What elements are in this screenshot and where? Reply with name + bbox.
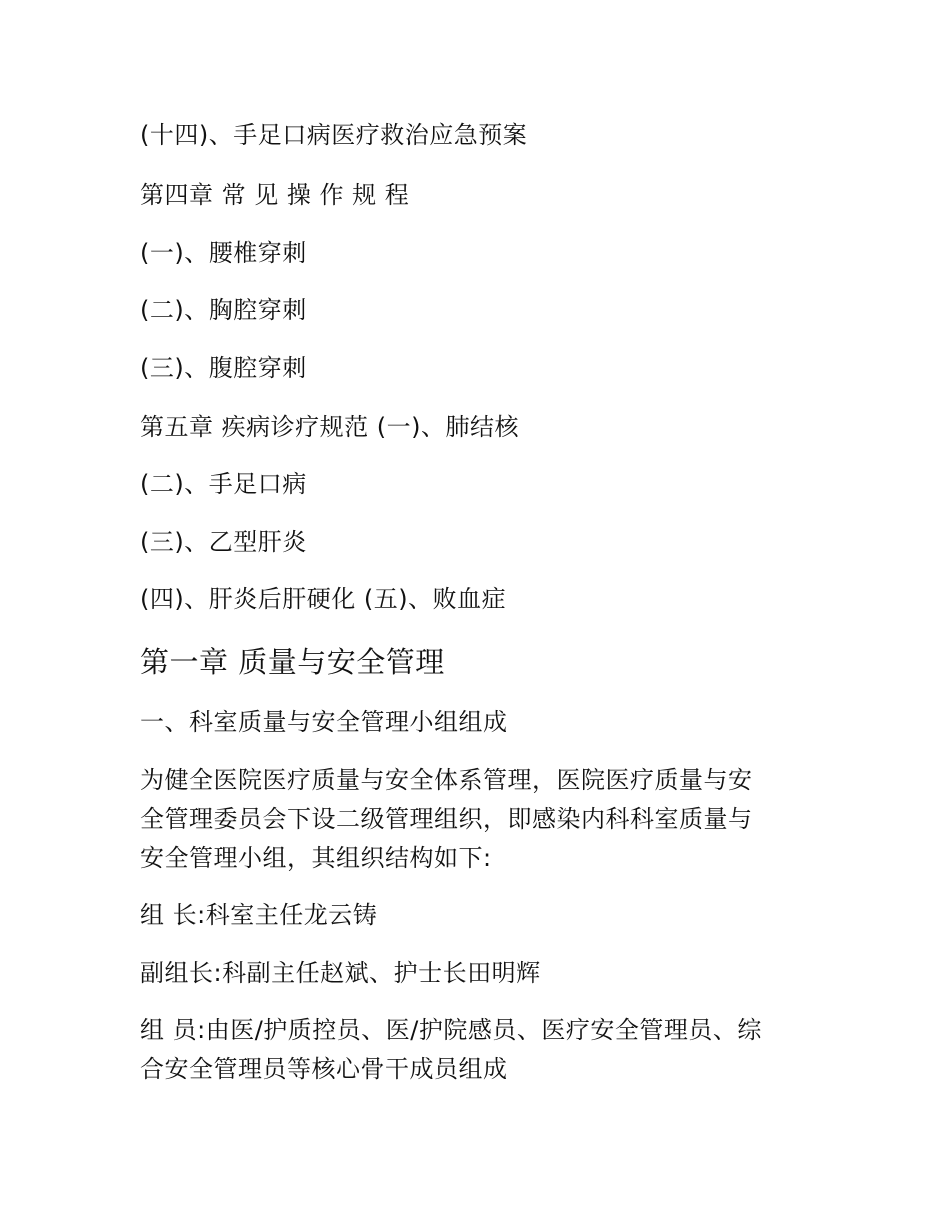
group-leader: 组 长:科室主任龙云铸 <box>140 901 378 929</box>
deputy-leader: 副组长:科副主任赵斌、护士长田明辉 <box>140 959 541 987</box>
members-line-2: 合安全管理员等核心骨干成员组成 <box>140 1055 508 1083</box>
toc-ch5-item-4-5: (四)、肝炎后肝硬化 (五)、败血症 <box>140 585 507 613</box>
toc-ch5-item-3: (三)、乙型肝炎 <box>140 528 307 556</box>
members-paragraph <box>140 1011 820 1089</box>
toc-ch4-item-1: (一)、腰椎穿刺 <box>140 239 307 267</box>
toc-ch4-item-2: (二)、胸腔穿刺 <box>140 296 307 324</box>
intro-line-1: 为健全医院医疗质量与安全体系管理，医院医疗质量与安 <box>140 766 753 794</box>
chapter5-title: 第五章 疾病诊疗规范 (一)、肺结核 <box>140 413 519 441</box>
members-line-1: 组 员:由医/护质控员、医/护院感员、医疗安全管理员、综 <box>140 1016 762 1044</box>
chapter4-title: 第四章 常 见 操 作 规 程 <box>140 181 410 209</box>
intro-line-2: 全管理委员会下设二级管理组织，即感染内科科室质量与 <box>140 805 753 833</box>
intro-paragraph <box>140 761 820 878</box>
toc-ch4-item-3: (三)、腹腔穿刺 <box>140 354 307 382</box>
toc-ch5-item-2: (二)、手足口病 <box>140 470 307 498</box>
chapter1-title: 第一章 质量与安全管理 <box>140 645 445 679</box>
section1-title: 一、科室质量与安全管理小组组成 <box>140 708 508 736</box>
toc-item-14: (十四)、手足口病医疗救治应急预案 <box>140 121 528 149</box>
intro-line-3: 安全管理小组，其组织结构如下: <box>140 844 492 872</box>
